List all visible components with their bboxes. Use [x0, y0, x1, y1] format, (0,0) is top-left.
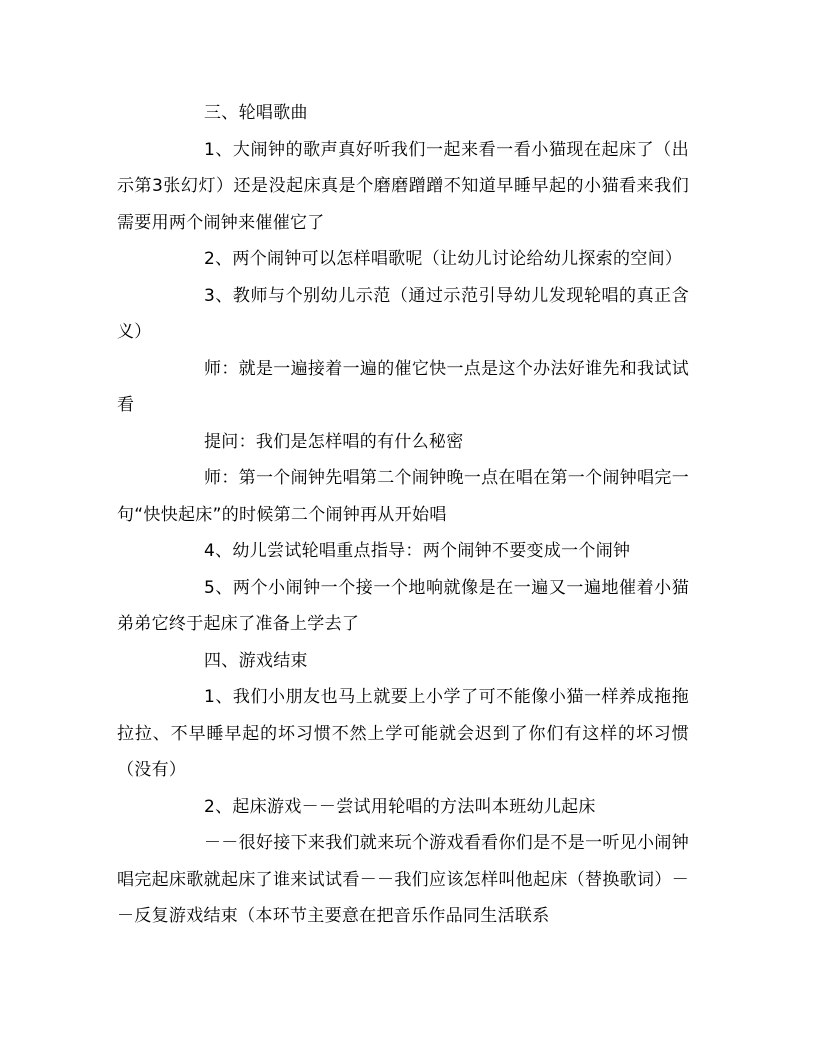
paragraph: 4、幼儿尝试轮唱重点指导：两个闹钟不要变成一个闹钟	[204, 541, 631, 561]
paragraph: 3、教师与个别幼儿示范（通过示范引导幼儿发现轮唱的真正含义）	[117, 285, 689, 342]
paragraph: 提问：我们是怎样唱的有什么秘密	[204, 431, 464, 452]
paragraph: 2、起床游戏－－尝试用轮唱的方法叫本班幼儿起床	[204, 796, 596, 817]
paragraph: 1、大闹钟的歌声真好听我们一起来看一看小猫现在起床了（出示第3张幻灯）还是没起床真是个磨磨蹭蹭不知道早睡早起的小猫看来我们需要用两个闹钟来催催它了	[117, 139, 689, 233]
section-heading-4: 四、游戏结束	[204, 650, 308, 671]
paragraph: 师：就是一遍接着一遍的催它快一点是这个办法好谁先和我试试看	[117, 358, 689, 415]
paragraph: 1、我们小朋友也马上就要上小学了可不能像小猫一样养成拖拖拉拉、不早睡早起的坏习惯不然上学可能就会迟到了你们有这样的坏习惯（没有）	[117, 687, 689, 780]
paragraph: 师：第一个闹钟先唱第二个闹钟晚一点在唱在第一个闹钟唱完一句“快快起床”的时候第二个闹钟再从开始唱	[117, 468, 689, 525]
document-body	[117, 95, 689, 935]
paragraph: －－很好接下来我们就来玩个游戏看看你们是不是一听见小闹钟唱完起床歌就起床了谁来试试看－－我们应该怎样叫他起床（替换歌词）－－反复游戏结束（本环节主要意在把音乐作品同生活联系	[117, 833, 689, 926]
paragraph: 5、两个小闹钟一个接一个地响就像是在一遍又一遍地催着小猫弟弟它终于起床了准备上学去了	[117, 577, 689, 634]
paragraph: 2、两个闹钟可以怎样唱歌呢（让幼儿讨论给幼儿探索的空间）	[204, 249, 683, 269]
section-heading-3: 三、轮唱歌曲	[204, 103, 308, 123]
